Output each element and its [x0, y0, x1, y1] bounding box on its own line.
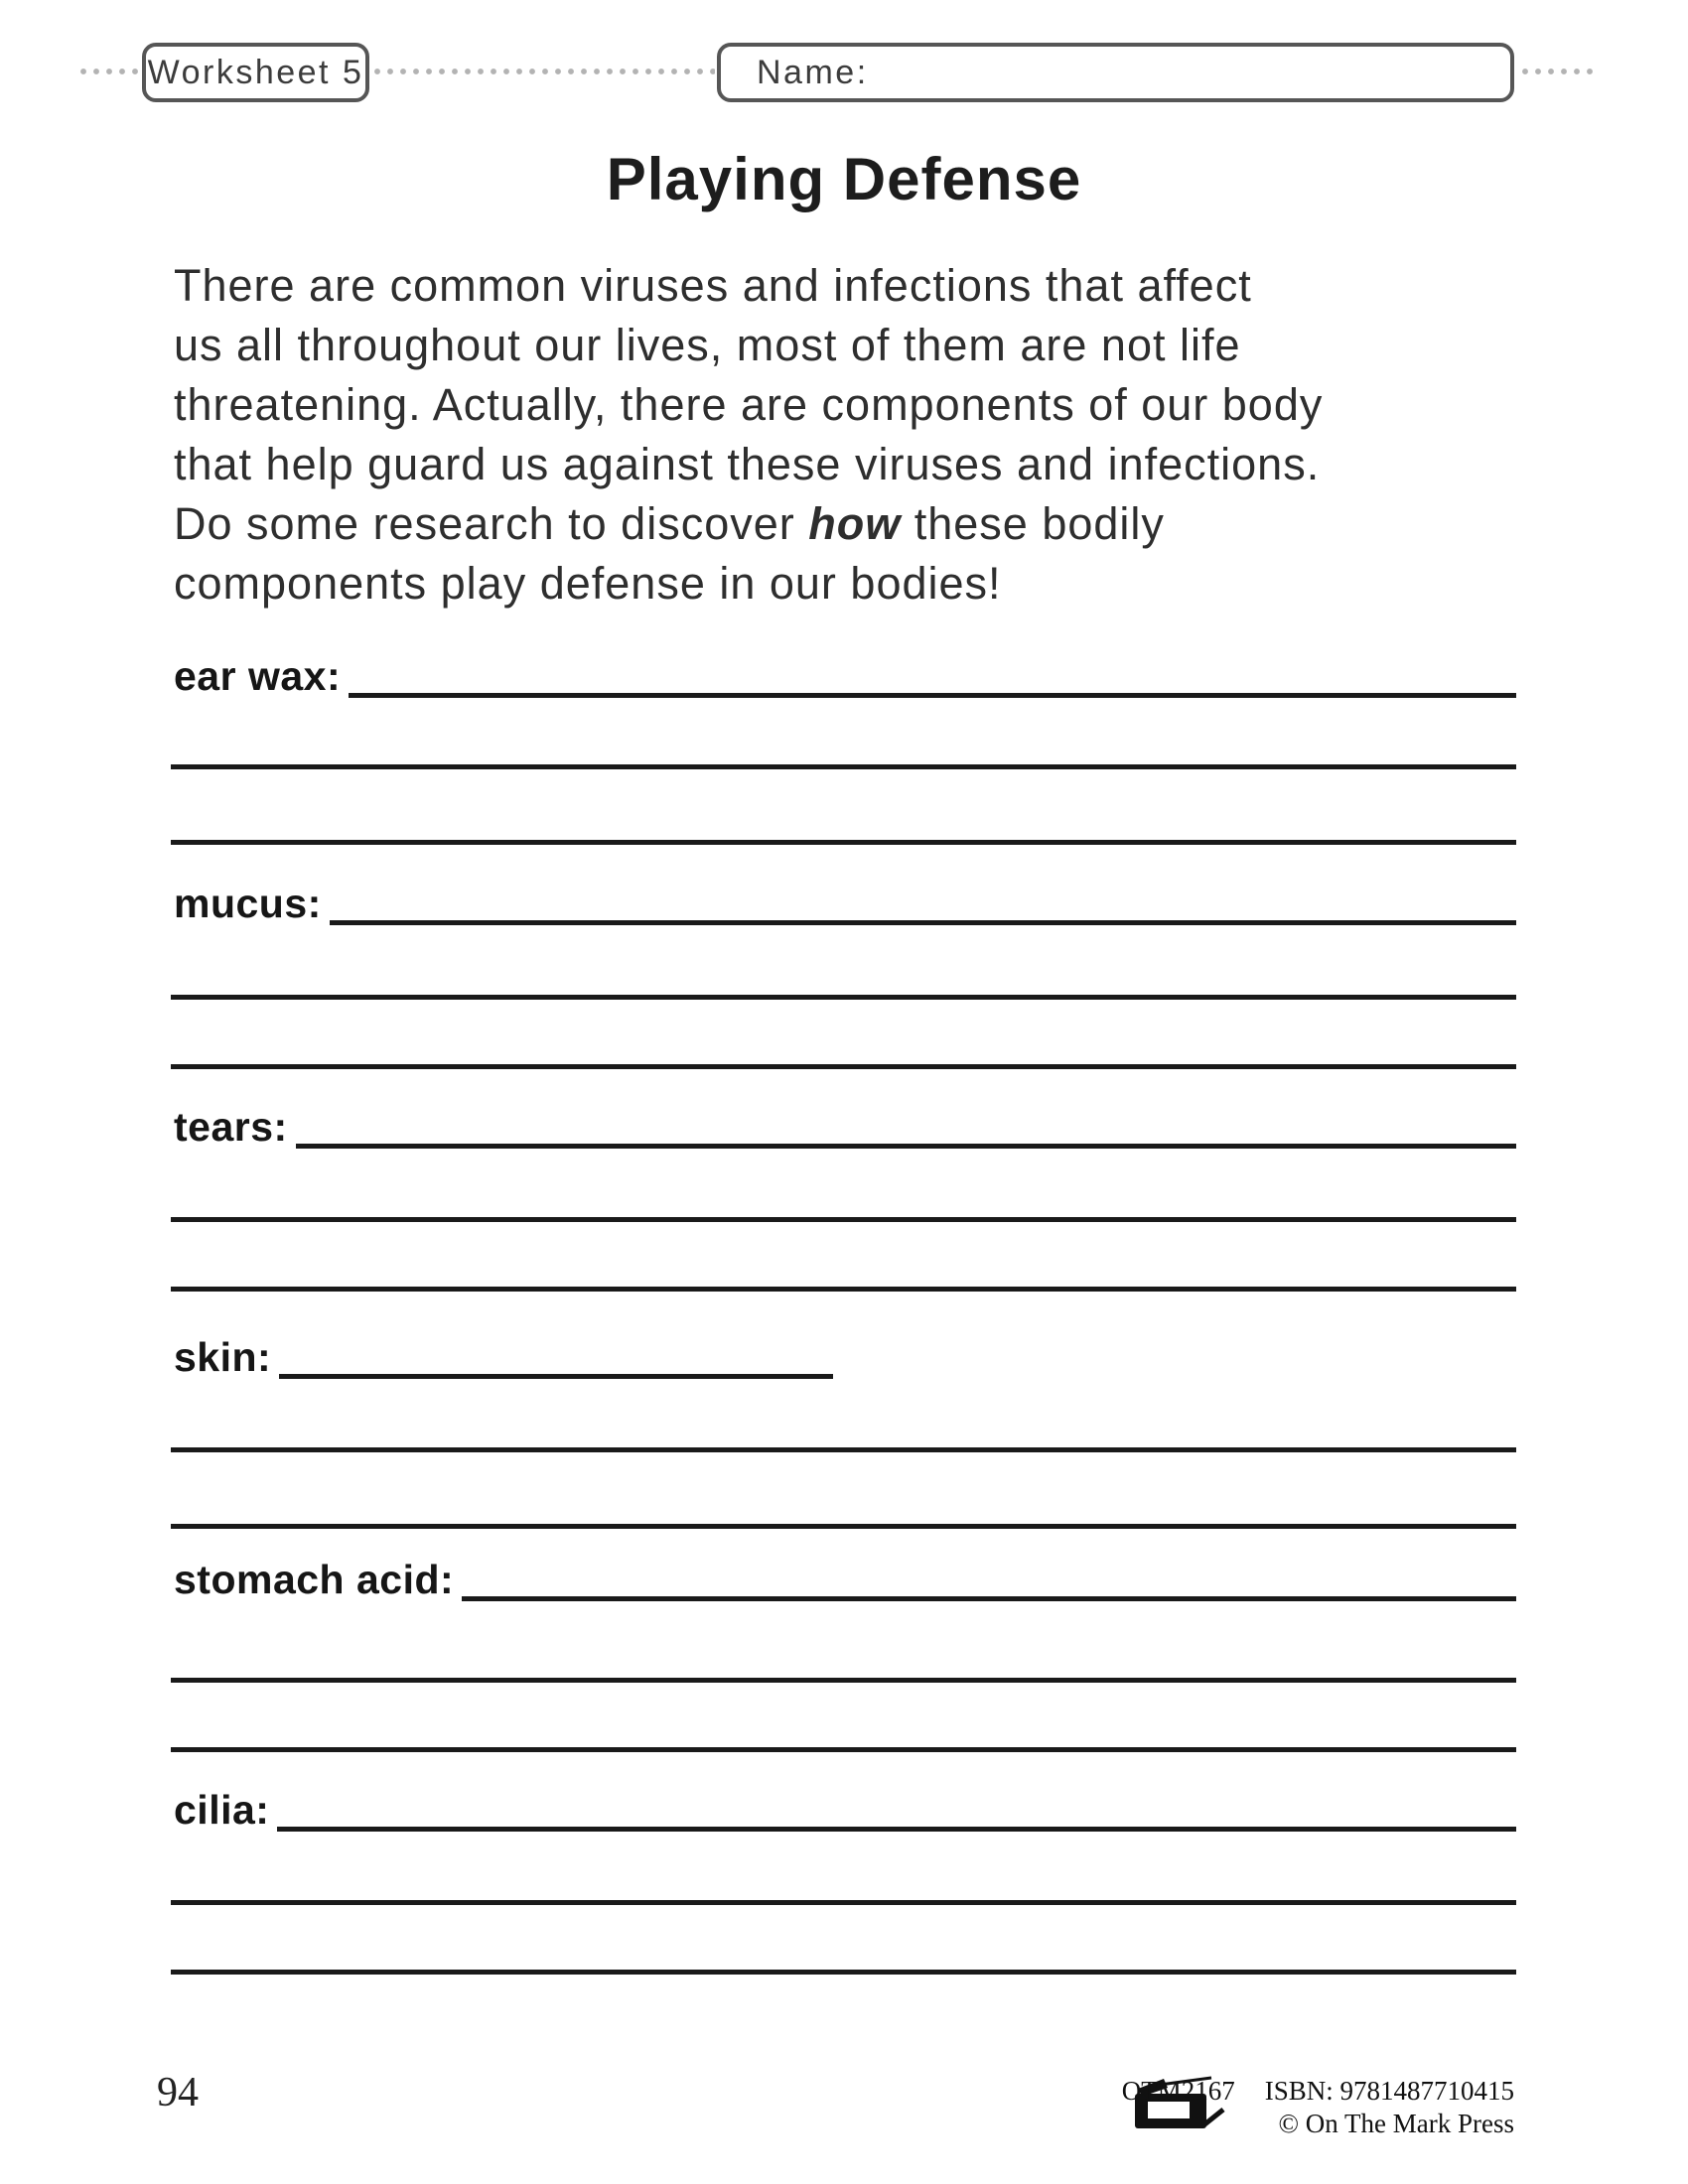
dotted-rule-middle [373, 67, 715, 76]
answer-line [277, 1775, 1516, 1832]
worksheet-number-box [142, 43, 369, 102]
answer-line [171, 764, 1516, 769]
answer-line [171, 1678, 1516, 1683]
answer-line [171, 840, 1516, 845]
intro-line: that help guard us against these viruses and infections. [174, 439, 1321, 489]
page-title: Playing Defense [606, 146, 1082, 212]
section-mucus [174, 874, 1516, 925]
answer-line [171, 1900, 1516, 1905]
answer-line [171, 1747, 1516, 1752]
intro-line: us all throughout our lives, most of them are not life [174, 320, 1241, 370]
section-label: skin: [174, 1334, 272, 1380]
answer-line [296, 1092, 1516, 1149]
section-cilia [174, 1780, 1516, 1832]
section-label: mucus: [174, 881, 322, 926]
section-label: cilia: [174, 1787, 270, 1833]
copyright: © On The Mark Press [1278, 2109, 1514, 2138]
page-number: 94 [157, 2070, 199, 2116]
name-label: Name: [757, 53, 869, 91]
section-label: tears: [174, 1104, 288, 1150]
answer-line [462, 1545, 1516, 1601]
intro-paragraph [174, 256, 1524, 614]
section-label: ear wax: [174, 653, 342, 699]
answer-line [171, 1287, 1516, 1292]
answer-line [171, 1064, 1516, 1069]
answer-line [171, 1970, 1516, 1975]
answer-line [279, 1322, 833, 1379]
section-skin [174, 1327, 1516, 1379]
section-stomach-acid [174, 1550, 1516, 1601]
worksheet-number-label: Worksheet 5 [147, 53, 364, 91]
section-tears [174, 1097, 1516, 1149]
answer-line [330, 869, 1516, 925]
product-code: OTM2167 [1121, 2076, 1235, 2106]
section-ear-wax [174, 646, 1516, 698]
section-label: stomach acid: [174, 1557, 455, 1602]
answer-line [171, 1524, 1516, 1529]
intro-line: threatening. Actually, there are components of our body [174, 379, 1324, 430]
emphasis-how: how [808, 498, 902, 549]
answer-line [171, 1447, 1516, 1452]
isbn: ISBN: 9781487710415 [1264, 2076, 1514, 2106]
answer-line [171, 995, 1516, 1000]
dotted-rule-right [1521, 67, 1597, 76]
intro-line: There are common viruses and infections that affect [174, 260, 1252, 311]
footer-product-line [1122, 2075, 1514, 2108]
intro-line: components play defense in our bodies! [174, 558, 1002, 609]
answer-line [349, 641, 1516, 698]
answer-line [171, 1217, 1516, 1222]
intro-line: Do some research to discover how these bodily [174, 498, 1165, 549]
name-box [717, 43, 1514, 102]
footer-credits [1122, 2075, 1514, 2140]
dotted-rule-left [79, 67, 141, 76]
